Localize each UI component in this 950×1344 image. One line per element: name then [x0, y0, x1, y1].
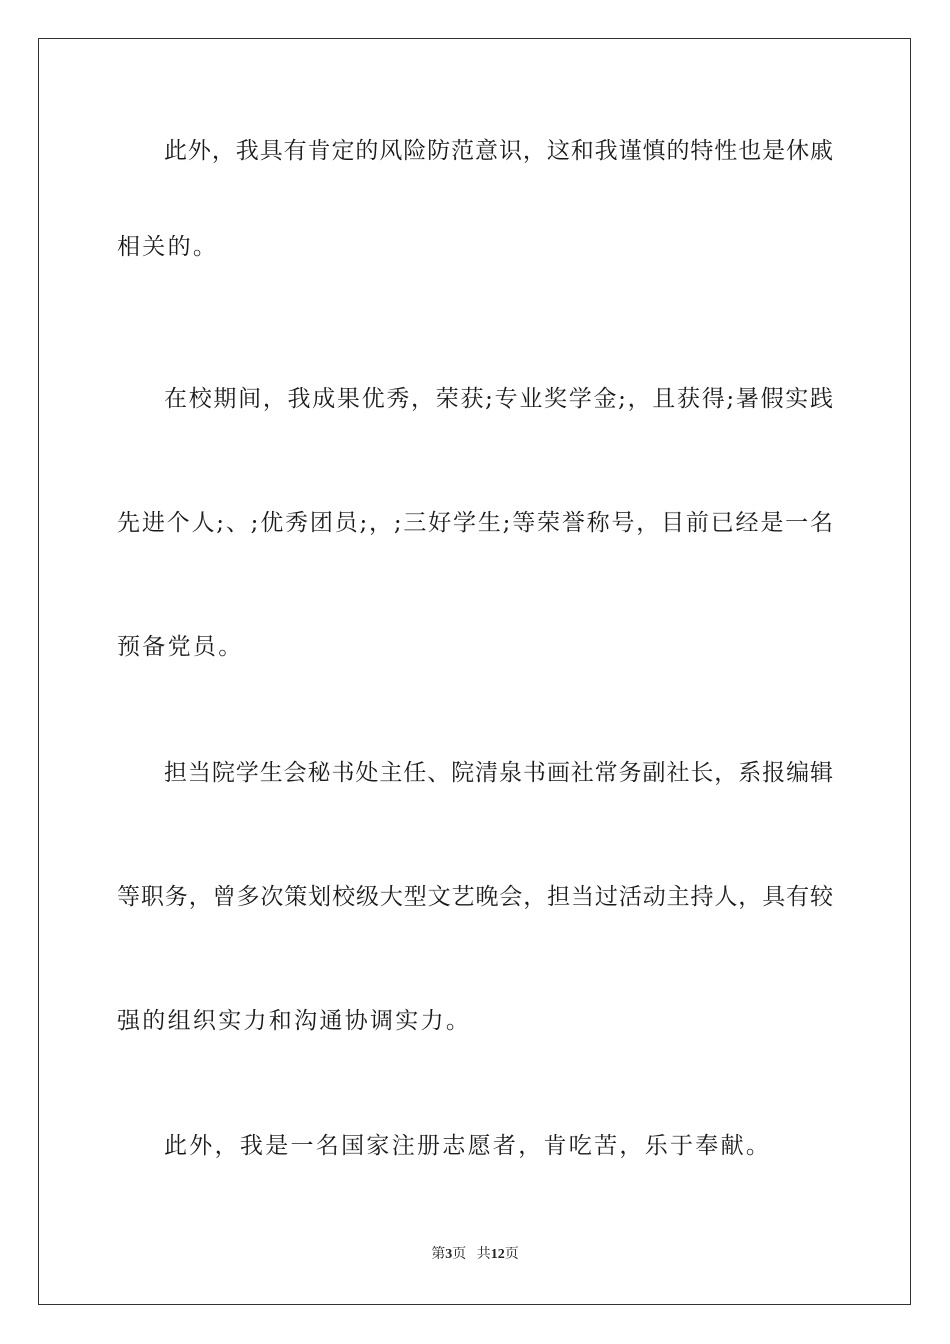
paragraph-1-line-2: 相关的。: [117, 234, 219, 260]
footer-page-prefix: 第: [431, 1247, 446, 1262]
footer-total-prefix: 共: [476, 1247, 491, 1262]
footer-page-suffix: 页: [452, 1247, 467, 1262]
footer-page-number: 3: [445, 1247, 453, 1262]
paragraph-2-line-1: 在校期间，我成果优秀，荣获;专业奖学金;，且获得;暑假实践: [164, 386, 833, 412]
paragraph-3-line-1: 担当院学生会秘书处主任、院清泉书画社常务副社长，系报编辑: [164, 760, 833, 786]
page-footer: [0, 1245, 950, 1265]
footer-total-suffix: 页: [504, 1247, 519, 1262]
paragraph-3-line-3: 强的组织实力和沟通协调实力。: [117, 1008, 472, 1034]
paragraph-1-line-1: 此外，我具有肯定的风险防范意识，这和我谨慎的特性也是休戚: [164, 138, 833, 164]
page-border: [38, 38, 911, 1305]
paragraph-2-line-2: 先进个人;、;优秀团员;，;三好学生;等荣誉称号，目前已经是一名: [117, 510, 833, 536]
footer-total-pages: 12: [490, 1247, 505, 1262]
paragraph-3-line-2: 等职务，曾多次策划校级大型文艺晚会，担当过活动主持人，具有较: [117, 884, 833, 910]
paragraph-2-line-3: 预备党员。: [117, 634, 244, 660]
paragraph-4-line-1: 此外，我是一名国家注册志愿者，肯吃苦，乐于奉献。: [164, 1133, 772, 1159]
